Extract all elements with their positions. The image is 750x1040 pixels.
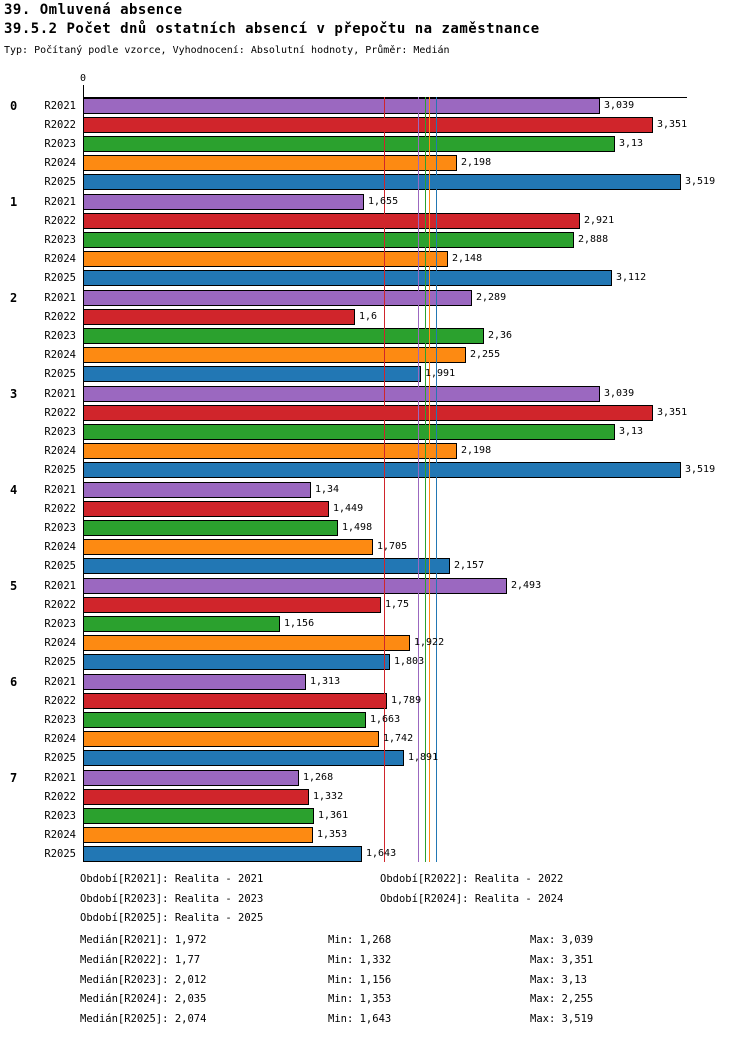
bar-value-label: 2,157 (454, 560, 485, 571)
bar-R2021 (83, 98, 600, 114)
legend-stat-min: Min: 1,332 (328, 954, 392, 966)
group-label: 3 (10, 387, 18, 401)
legend-stat-min: Min: 1,156 (328, 974, 392, 986)
legend-stat-max: Max: 2,255 (530, 993, 594, 1005)
bar-value-label: 3,519 (685, 176, 716, 187)
bar-value-label: 1,789 (391, 695, 422, 706)
group-label: 4 (10, 483, 18, 497)
bar-value-label: 1,655 (368, 196, 399, 207)
bar-R2022 (83, 309, 355, 325)
bar-row-label-R2022: R2022 (44, 791, 76, 803)
bar-value-label: 3,13 (619, 138, 644, 149)
bar-value-label: 1,34 (315, 484, 340, 495)
median-line-R2021 (418, 97, 419, 862)
bar-R2023 (83, 328, 484, 344)
bar-row-label-R2023: R2023 (44, 330, 76, 342)
legend-stat-min: Min: 1,353 (328, 993, 392, 1005)
bar-value-label: 2,148 (452, 253, 483, 264)
legend-period: Období[R2024]: Realita - 2024 (380, 893, 564, 905)
bar-R2023 (83, 424, 615, 440)
bar-R2024 (83, 827, 313, 843)
bar-row-label-R2025: R2025 (44, 848, 76, 860)
bar-value-label: 1,891 (408, 752, 439, 763)
bar-row-label-R2025: R2025 (44, 560, 76, 572)
median-line-R2024 (429, 97, 430, 862)
bar-row-label-R2023: R2023 (44, 522, 76, 534)
bar-R2023 (83, 136, 615, 152)
bar-row-label-R2025: R2025 (44, 752, 76, 764)
bar-row-label-R2022: R2022 (44, 119, 76, 131)
bar-value-label: 1,353 (317, 829, 348, 840)
bar-value-label: 3,351 (657, 407, 688, 418)
bar-row-label-R2021: R2021 (44, 388, 76, 400)
bar-row-label-R2021: R2021 (44, 772, 76, 784)
bar-R2025 (83, 270, 612, 286)
bar-row-label-R2021: R2021 (44, 292, 76, 304)
bar-value-label: 1,922 (414, 637, 445, 648)
bar-R2023 (83, 712, 366, 728)
bar-value-label: 1,156 (284, 618, 315, 629)
bar-row-label-R2021: R2021 (44, 580, 76, 592)
bar-row-label-R2022: R2022 (44, 599, 76, 611)
bar-row-label-R2025: R2025 (44, 368, 76, 380)
bar-value-label: 1,313 (310, 676, 341, 687)
bar-value-label: 1,803 (394, 656, 425, 667)
bar-row-label-R2024: R2024 (44, 445, 76, 457)
legend-stat-min: Min: 1,268 (328, 934, 392, 946)
bar-row-label-R2023: R2023 (44, 138, 76, 150)
group-label: 0 (10, 99, 18, 113)
bar-value-label: 2,493 (511, 580, 542, 591)
legend-period: Období[R2025]: Realita - 2025 (80, 912, 264, 924)
bar-row-label-R2021: R2021 (44, 100, 76, 112)
median-line-R2022 (384, 97, 385, 862)
bar-value-label: 2,255 (470, 349, 501, 360)
bar-R2024 (83, 347, 466, 363)
bar-row-label-R2022: R2022 (44, 311, 76, 323)
bar-R2024 (83, 443, 457, 459)
bar-value-label: 3,13 (619, 426, 644, 437)
bar-value-label: 1,332 (313, 791, 344, 802)
bar-R2025 (83, 654, 390, 670)
legend-stat-median: Medián[R2024]: 2,035 (80, 993, 207, 1005)
report-title: 39. Omluvená absence (4, 2, 183, 18)
bar-row-label-R2025: R2025 (44, 656, 76, 668)
bar-row-label-R2023: R2023 (44, 426, 76, 438)
bar-value-label: 2,198 (461, 157, 492, 168)
median-line-R2023 (425, 97, 426, 862)
bar-R2021 (83, 290, 472, 306)
bar-row-label-R2023: R2023 (44, 234, 76, 246)
group-label: 6 (10, 675, 18, 689)
bar-value-label: 2,289 (476, 292, 507, 303)
bar-row-label-R2021: R2021 (44, 196, 76, 208)
bar-R2024 (83, 251, 448, 267)
bar-row-label-R2025: R2025 (44, 176, 76, 188)
bar-value-label: 1,991 (425, 368, 456, 379)
bar-value-label: 3,039 (604, 388, 635, 399)
bar-R2022 (83, 693, 387, 709)
bar-value-label: 1,643 (366, 848, 397, 859)
chart-meta: Typ: Počítaný podle vzorce, Vyhodnocení: Absolutní hodnoty, Průměr: Medián (4, 45, 450, 56)
bar-row-label-R2023: R2023 (44, 714, 76, 726)
bar-R2021 (83, 770, 299, 786)
bar-row-label-R2022: R2022 (44, 215, 76, 227)
legend-period: Období[R2022]: Realita - 2022 (380, 873, 564, 885)
bar-R2021 (83, 386, 600, 402)
chart-title: 39.5.2 Počet dnů ostatních absencí v přepočtu na zaměstnance (4, 21, 540, 37)
bar-row-label-R2024: R2024 (44, 637, 76, 649)
bar-R2025 (83, 846, 362, 862)
bar-value-label: 3,351 (657, 119, 688, 130)
bar-R2022 (83, 501, 329, 517)
bar-value-label: 2,888 (578, 234, 609, 245)
legend-stat-median: Medián[R2025]: 2,074 (80, 1013, 207, 1025)
legend-stat-max: Max: 3,13 (530, 974, 587, 986)
bar-value-label: 2,198 (461, 445, 492, 456)
bar-R2022 (83, 789, 309, 805)
bar-row-label-R2023: R2023 (44, 810, 76, 822)
bar-value-label: 2,36 (488, 330, 513, 341)
group-label: 1 (10, 195, 18, 209)
bar-row-label-R2022: R2022 (44, 503, 76, 515)
bar-R2022 (83, 213, 580, 229)
bar-row-label-R2022: R2022 (44, 407, 76, 419)
bar-R2025 (83, 366, 421, 382)
axis-zero-label: 0 (79, 73, 87, 84)
bar-R2023 (83, 232, 574, 248)
legend-stat-max: Max: 3,519 (530, 1013, 594, 1025)
bar-R2022 (83, 117, 653, 133)
bar-R2025 (83, 750, 404, 766)
bar-R2021 (83, 194, 364, 210)
bar-value-label: 1,361 (318, 810, 349, 821)
bar-R2023 (83, 616, 280, 632)
bar-value-label: 1,705 (377, 541, 408, 552)
legend-stat-median: Medián[R2023]: 2,012 (80, 974, 207, 986)
bar-R2021 (83, 482, 311, 498)
bar-R2024 (83, 635, 410, 651)
group-label: 5 (10, 579, 18, 593)
group-label: 7 (10, 771, 18, 785)
bar-row-label-R2025: R2025 (44, 464, 76, 476)
bar-row-label-R2024: R2024 (44, 733, 76, 745)
legend-stat-median: Medián[R2021]: 1,972 (80, 934, 207, 946)
bar-row-label-R2021: R2021 (44, 676, 76, 688)
bar-value-label: 1,663 (370, 714, 401, 725)
bar-R2025 (83, 558, 450, 574)
bar-R2024 (83, 155, 457, 171)
median-line-R2025 (436, 97, 437, 862)
bar-value-label: 1,742 (383, 733, 414, 744)
bar-row-label-R2022: R2022 (44, 695, 76, 707)
bar-value-label: 1,75 (385, 599, 410, 610)
legend-stat-max: Max: 3,351 (530, 954, 594, 966)
bar-value-label: 1,6 (359, 311, 378, 322)
bar-row-label-R2024: R2024 (44, 349, 76, 361)
bar-row-label-R2025: R2025 (44, 272, 76, 284)
bar-value-label: 2,921 (584, 215, 615, 226)
legend-stat-min: Min: 1,643 (328, 1013, 392, 1025)
legend-stat-median: Medián[R2022]: 1,77 (80, 954, 201, 966)
bar-row-label-R2023: R2023 (44, 618, 76, 630)
legend-period: Období[R2021]: Realita - 2021 (80, 873, 264, 885)
bar-R2024 (83, 539, 373, 555)
bar-R2023 (83, 808, 314, 824)
bar-R2023 (83, 520, 338, 536)
bar-row-label-R2024: R2024 (44, 253, 76, 265)
bar-R2022 (83, 405, 653, 421)
bar-value-label: 1,498 (342, 522, 373, 533)
bar-row-label-R2021: R2021 (44, 484, 76, 496)
legend-period: Období[R2023]: Realita - 2023 (80, 893, 264, 905)
bar-R2021 (83, 578, 507, 594)
bar-R2025 (83, 462, 681, 478)
bar-value-label: 3,039 (604, 100, 635, 111)
bar-value-label: 3,519 (685, 464, 716, 475)
bar-value-label: 1,268 (303, 772, 334, 783)
bar-row-label-R2024: R2024 (44, 829, 76, 841)
bar-R2022 (83, 597, 381, 613)
bar-row-label-R2024: R2024 (44, 157, 76, 169)
bar-value-label: 3,112 (616, 272, 647, 283)
bar-R2021 (83, 674, 306, 690)
bar-value-label: 1,449 (333, 503, 364, 514)
bar-row-label-R2024: R2024 (44, 541, 76, 553)
group-label: 2 (10, 291, 18, 305)
bar-R2024 (83, 731, 379, 747)
bar-R2025 (83, 174, 681, 190)
legend-stat-max: Max: 3,039 (530, 934, 594, 946)
